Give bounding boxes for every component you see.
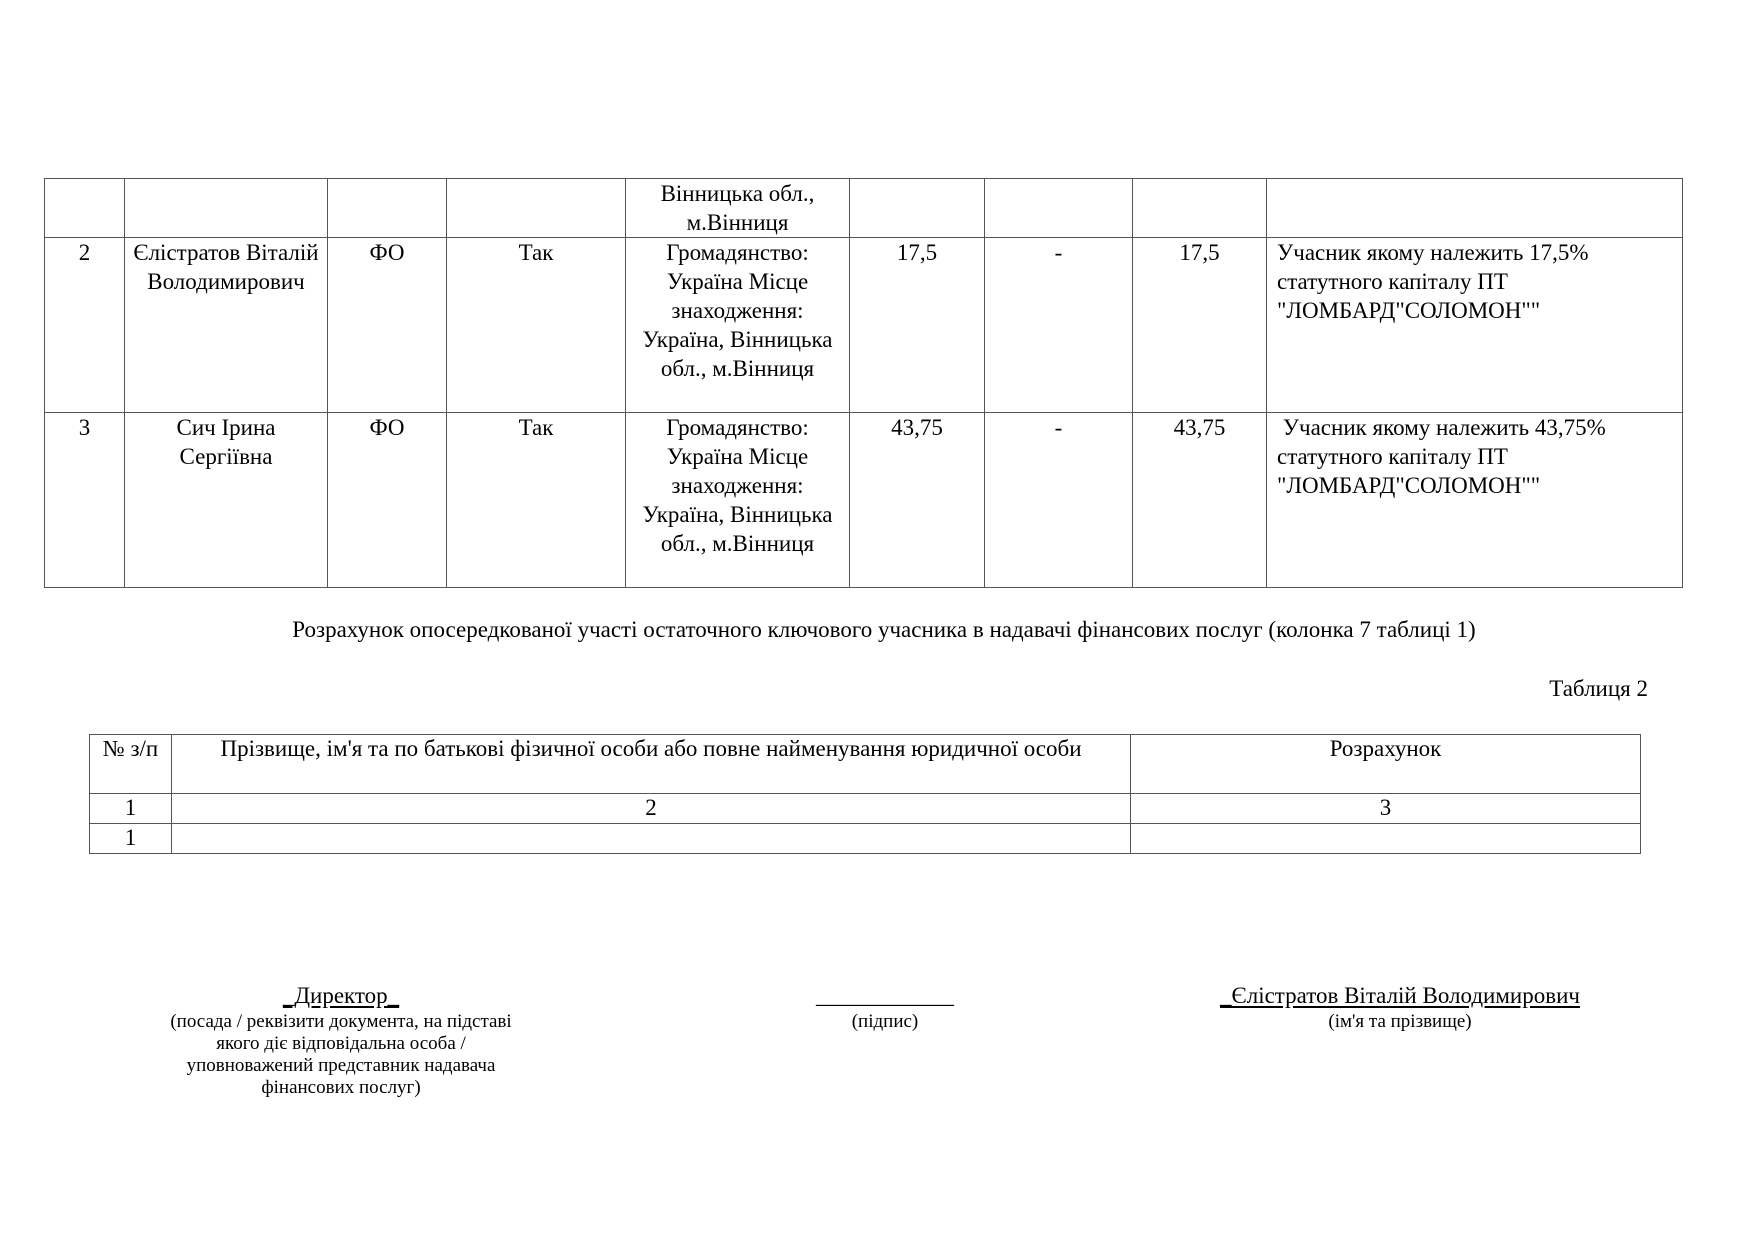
table-header-row bbox=[90, 735, 1641, 794]
cell-note: Учасник якому належить 43,75% статутного капіталу ПТ "ЛОМБАРД"СОЛОМОН"" bbox=[1267, 413, 1683, 588]
cell-type bbox=[328, 179, 447, 238]
person-name: _Єлістратов Віталій Володимирович bbox=[1220, 983, 1580, 1008]
table-row bbox=[90, 824, 1641, 854]
cell-num: 2 bbox=[45, 238, 125, 413]
person-hint: (ім'я та прізвище) bbox=[1328, 1011, 1472, 1032]
table2-label: Таблиця 2 bbox=[1549, 676, 1648, 701]
calculation-table bbox=[89, 734, 1641, 854]
signature-hint: (підпис) bbox=[851, 1011, 919, 1032]
cell-type: ФО bbox=[328, 413, 447, 588]
cell-location: Громадянство: Україна Місце знаходження: Україна, Вінницька обл., м.Вінниця bbox=[626, 413, 850, 588]
cell-direct: 43,75 bbox=[850, 413, 985, 588]
cell-location: Вінницька обл., м.Вінниця bbox=[626, 179, 850, 238]
cell-indirect bbox=[985, 179, 1133, 238]
position-hint: (посада / реквізити документа, на підставі якого діє відповідальна особа / уповноважений представник надавача фінансових послуг) bbox=[170, 1011, 512, 1098]
participants-table bbox=[44, 178, 1683, 588]
header-num: № з/п bbox=[90, 735, 172, 794]
header-name: Прізвище, ім'я та по батькові фізичної особи або повне найменування юридичної особи bbox=[172, 735, 1131, 794]
cell-num: 3 bbox=[45, 413, 125, 588]
cell-location: Громадянство: Україна Місце знаходження: Україна, Вінницька обл., м.Вінниця bbox=[626, 238, 850, 413]
cell-name bbox=[125, 179, 328, 238]
cell-name: Єлістратов Віталій Володимирович bbox=[125, 238, 328, 413]
column-numbers-row bbox=[90, 794, 1641, 824]
cell-total: 17,5 bbox=[1133, 238, 1267, 413]
cell-name bbox=[172, 824, 1131, 854]
cell-direct: 17,5 bbox=[850, 238, 985, 413]
table-row bbox=[45, 238, 1683, 413]
signature-name-block bbox=[1180, 983, 1620, 1033]
signature-position-block bbox=[160, 983, 522, 1099]
colnum-2: 2 bbox=[172, 794, 1131, 824]
cell-type: ФО bbox=[328, 238, 447, 413]
colnum-3: 3 bbox=[1131, 794, 1641, 824]
cell-total: 43,75 bbox=[1133, 413, 1267, 588]
signature-block bbox=[790, 983, 980, 1033]
cell-num bbox=[45, 179, 125, 238]
cell-flag: Так bbox=[447, 413, 626, 588]
cell-indirect: - bbox=[985, 413, 1133, 588]
position-title: _Директор_ bbox=[282, 983, 400, 1008]
cell-flag: Так bbox=[447, 238, 626, 413]
cell-indirect: - bbox=[985, 238, 1133, 413]
table-row bbox=[45, 413, 1683, 588]
cell-flag bbox=[447, 179, 626, 238]
cell-total bbox=[1133, 179, 1267, 238]
cell-direct bbox=[850, 179, 985, 238]
header-calc: Розрахунок bbox=[1131, 735, 1641, 794]
cell-num: 1 bbox=[90, 824, 172, 854]
signature-line: ____________ bbox=[816, 983, 954, 1008]
cell-note bbox=[1267, 179, 1683, 238]
colnum-1: 1 bbox=[90, 794, 172, 824]
cell-name: Сич Ірина Сергіївна bbox=[125, 413, 328, 588]
table-row bbox=[45, 179, 1683, 238]
table2-caption: Розрахунок опосередкованої участі остаточного ключового учасника в надавачі фінансових послуг (колонка 7 таблиці 1) bbox=[292, 617, 1476, 642]
cell-calc bbox=[1131, 824, 1641, 854]
cell-note: Учасник якому належить 17,5% статутного капіталу ПТ "ЛОМБАРД"СОЛОМОН"" bbox=[1267, 238, 1683, 413]
